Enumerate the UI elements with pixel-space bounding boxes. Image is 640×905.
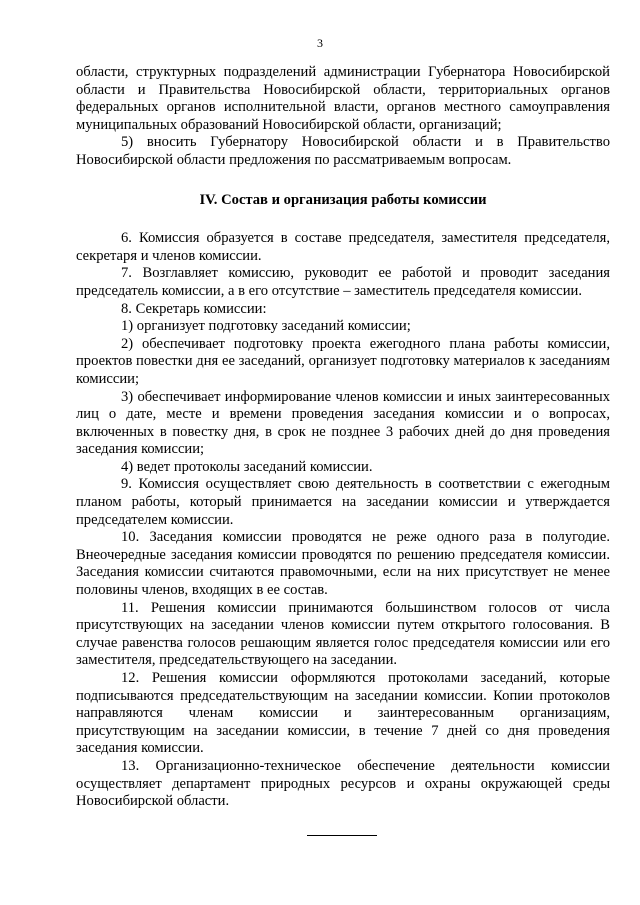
paragraph-continuation: области, структурных подразделений администрации Губернатора Новосибирской области и Правительства Новосибирской области, территориальных органов федеральных органов исполнительной власти, органов местного самоуправления муниципальных образований Новосибирской области, организаций;: [76, 64, 610, 133]
paragraph-10: 10. Заседания комиссии проводятся не реже одного раза в полугодие. Внеочередные заседания комиссии проводятся по решению председателя комиссии. Заседания комиссии считаются правомочными, если на них присутствует не менее половины членов, входящих в ее состав.: [76, 529, 610, 599]
paragraph-8-item-1: 1) организует подготовку заседаний комиссии;: [121, 318, 411, 335]
section-heading: IV. Состав и организация работы комиссии: [199, 191, 487, 208]
paragraph-12: 12. Решения комиссии оформляются протоколами заседаний, которые подписываются председательствующим на заседании комиссии. Копии протоколов направляются членам комиссии и заинтересованным организациям, присутствующим на заседании комиссии, в течение 7 дней со дня проведения заседания комиссии.: [76, 670, 610, 757]
paragraph-8: 8. Секретарь комиссии:: [121, 300, 267, 317]
paragraph-13: 13. Организационно-техническое обеспечение деятельности комиссии осуществляет департамент природных ресурсов и охраны окружающей среды Новосибирской области.: [76, 757, 610, 810]
paragraph-7: 7. Возглавляет комиссию, руководит ее работой и проводит заседания председатель комиссии, а в его отсутствие – заместитель председателя комиссии.: [76, 265, 610, 299]
paragraph-8-item-2: 2) обеспечивает подготовку проекта ежегодного плана работы комиссии, проектов повестки дня ее заседаний, организует подготовку материалов к заседаниям комиссии;: [76, 335, 610, 387]
paragraph-9: 9. Комиссия осуществляет свою деятельность в соответствии с ежегодным планом работы, который принимается на заседании комиссии и утверждается председателем комиссии.: [76, 476, 610, 528]
paragraph-8-item-4: 4) ведет протоколы заседаний комиссии.: [121, 458, 373, 475]
page-number: 3: [317, 36, 323, 50]
end-separator-line: [307, 835, 377, 836]
paragraph-11: 11. Решения комиссии принимаются большинством голосов от числа присутствующих на заседании членов комиссии путем открытого голосования. В случае равенства голосов решающим является голос председателя комиссии или его заместителя, председательствующего на заседании.: [76, 599, 610, 669]
paragraph-8-item-3: 3) обеспечивает информирование членов комиссии и иных заинтересованных лиц о дате, месте и времени проведения заседания комиссии и о вопросах, включенных в повестку дня, в срок не позднее 3 рабочих дней до дня проведения заседания комиссии;: [76, 388, 610, 458]
paragraph-item-5: 5) вносить Губернатору Новосибирской области и в Правительство Новосибирской области предложения по рассматриваемым вопросам.: [76, 134, 610, 168]
paragraph-6: 6. Комиссия образуется в составе председателя, заместителя председателя, секретаря и членов комиссии.: [76, 230, 610, 264]
document-body: [76, 64, 610, 811]
